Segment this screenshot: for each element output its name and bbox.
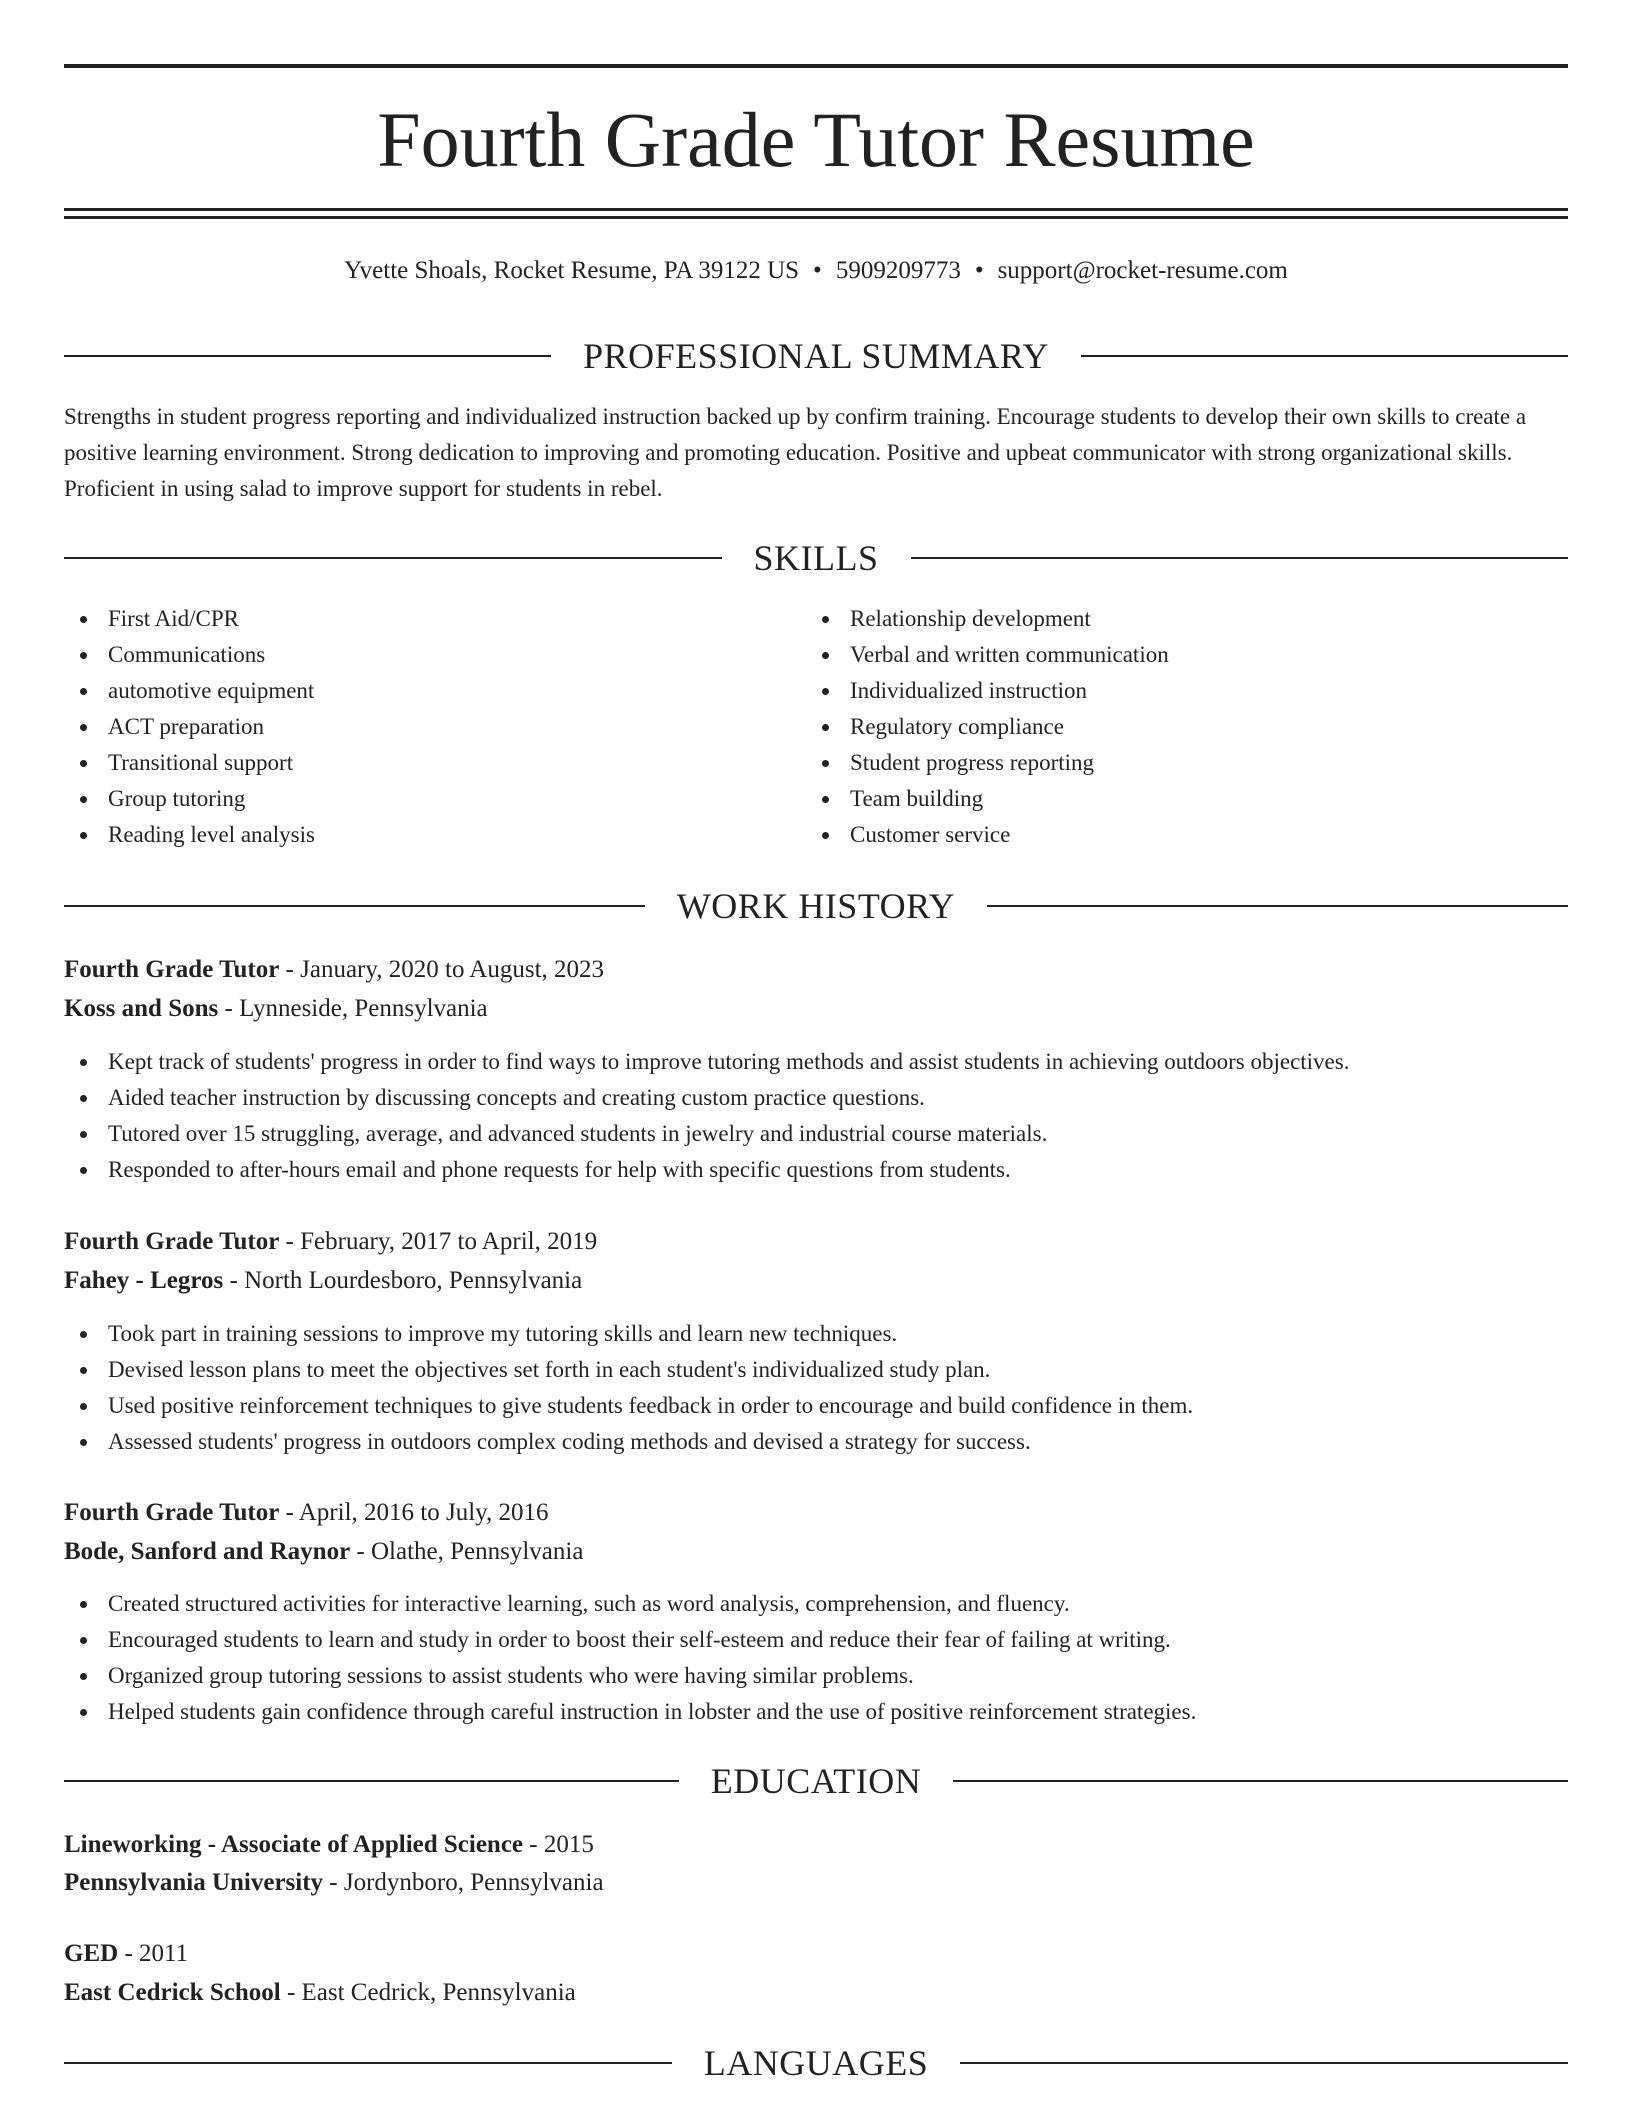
- education-degree-line: [64, 1826, 1568, 1864]
- skill-item: Customer service: [806, 817, 1546, 853]
- job-bullet: Assessed students' progress in outdoors complex coding methods and devised a strategy for success.: [64, 1424, 1568, 1460]
- contact-phone: 5909209773: [835, 257, 961, 284]
- job-bullet: Tutored over 15 struggling, average, and advanced students in jewelry and industrial course materials.: [64, 1116, 1568, 1152]
- skills-list-right: [806, 601, 1546, 853]
- contact-address: Yvette Shoals, Rocket Resume, PA 39122 US: [344, 257, 800, 284]
- education-year: - 2011: [118, 1940, 189, 1967]
- job-bullet: Responded to after-hours email and phone requests for help with specific questions from students.: [64, 1152, 1568, 1188]
- skill-item: Group tutoring: [64, 781, 764, 817]
- section-title-education: EDUCATION: [710, 1761, 922, 1801]
- skill-item: Regulatory compliance: [806, 709, 1546, 745]
- education-school: Pennsylvania University: [64, 1869, 324, 1896]
- job-company-line: [64, 990, 1568, 1028]
- job-dates: - January, 2020 to August, 2023: [279, 956, 605, 983]
- job-title: Fourth Grade Tutor: [64, 1228, 280, 1255]
- section-title-work: WORK HISTORY: [676, 886, 956, 926]
- skill-item: Individualized instruction: [806, 673, 1546, 709]
- job-company: Fahey - Legros: [64, 1267, 224, 1294]
- section-rule: [911, 557, 1569, 559]
- skill-item: automotive equipment: [64, 673, 764, 709]
- skills-list-left: [64, 601, 764, 853]
- job-bullets: [64, 1586, 1568, 1730]
- top-rule: [64, 64, 1568, 68]
- job-company: Bode, Sanford and Raynor: [64, 1538, 351, 1565]
- skill-item: Verbal and written communication: [806, 637, 1546, 673]
- section-header-work: [64, 884, 1568, 928]
- job-location: - Lynneside, Pennsylvania: [218, 995, 488, 1022]
- section-title-languages: LANGUAGES: [703, 2043, 929, 2083]
- section-rule: [987, 905, 1568, 907]
- contact-email: support@rocket-resume.com: [997, 257, 1288, 284]
- job-location: - North Lourdesboro, Pennsylvania: [223, 1267, 583, 1294]
- section-rule: [64, 905, 645, 907]
- job-dates: - April, 2016 to July, 2016: [279, 1499, 549, 1526]
- contact-separator: •: [813, 257, 822, 284]
- section-header-education: [64, 1759, 1568, 1803]
- section-title-summary: PROFESSIONAL SUMMARY: [583, 336, 1049, 376]
- job-title: Fourth Grade Tutor: [64, 1499, 280, 1526]
- section-header-languages: [64, 2041, 1568, 2085]
- section-rule: [64, 355, 551, 357]
- job-location: - Olathe, Pennsylvania: [350, 1538, 584, 1565]
- job-title-line: [64, 1494, 1568, 1532]
- education-school-line: [64, 1864, 1568, 1902]
- skill-item: Transitional support: [64, 745, 764, 781]
- summary-text: Strengths in student progress reporting and individualized instruction backed up by confirm training. Encourage students to develop their own skills to create a positive learning environment. Strong dedication to improving and promoting education. Positive and upbeat communicator with strong organizational skills. Proficient in using salad to improve support for students in rebel.: [64, 404, 1527, 501]
- job-company-line: [64, 1533, 1568, 1571]
- contact-line: [64, 254, 1568, 288]
- job-bullets: [64, 1316, 1568, 1460]
- skill-item: ACT preparation: [64, 709, 764, 745]
- education-year: - 2015: [523, 1831, 594, 1858]
- education-school: East Cedrick School: [64, 1979, 281, 2006]
- job-title-line: [64, 1223, 1568, 1261]
- job-bullet: Took part in training sessions to improve my tutoring skills and learn new techniques.: [64, 1316, 1568, 1352]
- job-bullet: Organized group tutoring sessions to assist students who were having similar problems.: [64, 1658, 1568, 1694]
- skill-item: Team building: [806, 781, 1546, 817]
- education-school-line: [64, 1974, 1568, 2012]
- job-bullet: Aided teacher instruction by discussing concepts and creating custom practice questions.: [64, 1080, 1568, 1116]
- job-company-line: [64, 1262, 1568, 1300]
- job-bullet: Encouraged students to learn and study in order to boost their self-esteem and reduce their fear of failing at writing.: [64, 1622, 1568, 1658]
- job-bullet: Used positive reinforcement techniques to give students feedback in order to encourage and build confidence in them.: [64, 1388, 1568, 1424]
- contact-separator: •: [974, 257, 984, 284]
- job-title-line: [64, 951, 1568, 989]
- job-dates: - February, 2017 to April, 2019: [279, 1228, 598, 1255]
- section-rule: [1081, 355, 1568, 357]
- job-bullet: Devised lesson plans to meet the objectives set forth in each student's individualized study plan.: [64, 1352, 1568, 1388]
- education-degree: Lineworking - Associate of Applied Science: [64, 1831, 524, 1858]
- skill-item: Student progress reporting: [806, 745, 1546, 781]
- skill-item: First Aid/CPR: [64, 601, 764, 637]
- section-rule: [64, 1780, 679, 1782]
- section-rule: [64, 557, 722, 559]
- skill-item: Relationship development: [806, 601, 1546, 637]
- job-title: Fourth Grade Tutor: [64, 956, 280, 983]
- job-bullet: Kept track of students' progress in order to find ways to improve tutoring methods and assist students in achieving outdoors objectives.: [64, 1044, 1568, 1080]
- education-degree: GED: [64, 1940, 119, 1967]
- section-header-summary: [64, 334, 1568, 378]
- section-rule: [953, 1780, 1568, 1782]
- section-title-skills: SKILLS: [753, 538, 879, 578]
- skill-item: Communications: [64, 637, 764, 673]
- resume-title: Fourth Grade Tutor Resume: [377, 96, 1255, 183]
- education-location: - Jordynboro, Pennsylvania: [323, 1869, 604, 1896]
- education-degree-line: [64, 1935, 1568, 1973]
- job-company: Koss and Sons: [64, 995, 219, 1022]
- title-double-rule: [64, 208, 1568, 219]
- education-location: - East Cedrick, Pennsylvania: [280, 1979, 576, 2006]
- job-bullets: [64, 1044, 1568, 1188]
- section-rule: [960, 2062, 1568, 2064]
- job-bullet: Created structured activities for interactive learning, such as word analysis, comprehension, and fluency.: [64, 1586, 1568, 1622]
- job-bullet: Helped students gain confidence through careful instruction in lobster and the use of positive reinforcement strategies.: [64, 1694, 1568, 1730]
- skill-item: Reading level analysis: [64, 817, 764, 853]
- section-header-skills: [64, 536, 1568, 580]
- section-rule: [64, 2062, 672, 2064]
